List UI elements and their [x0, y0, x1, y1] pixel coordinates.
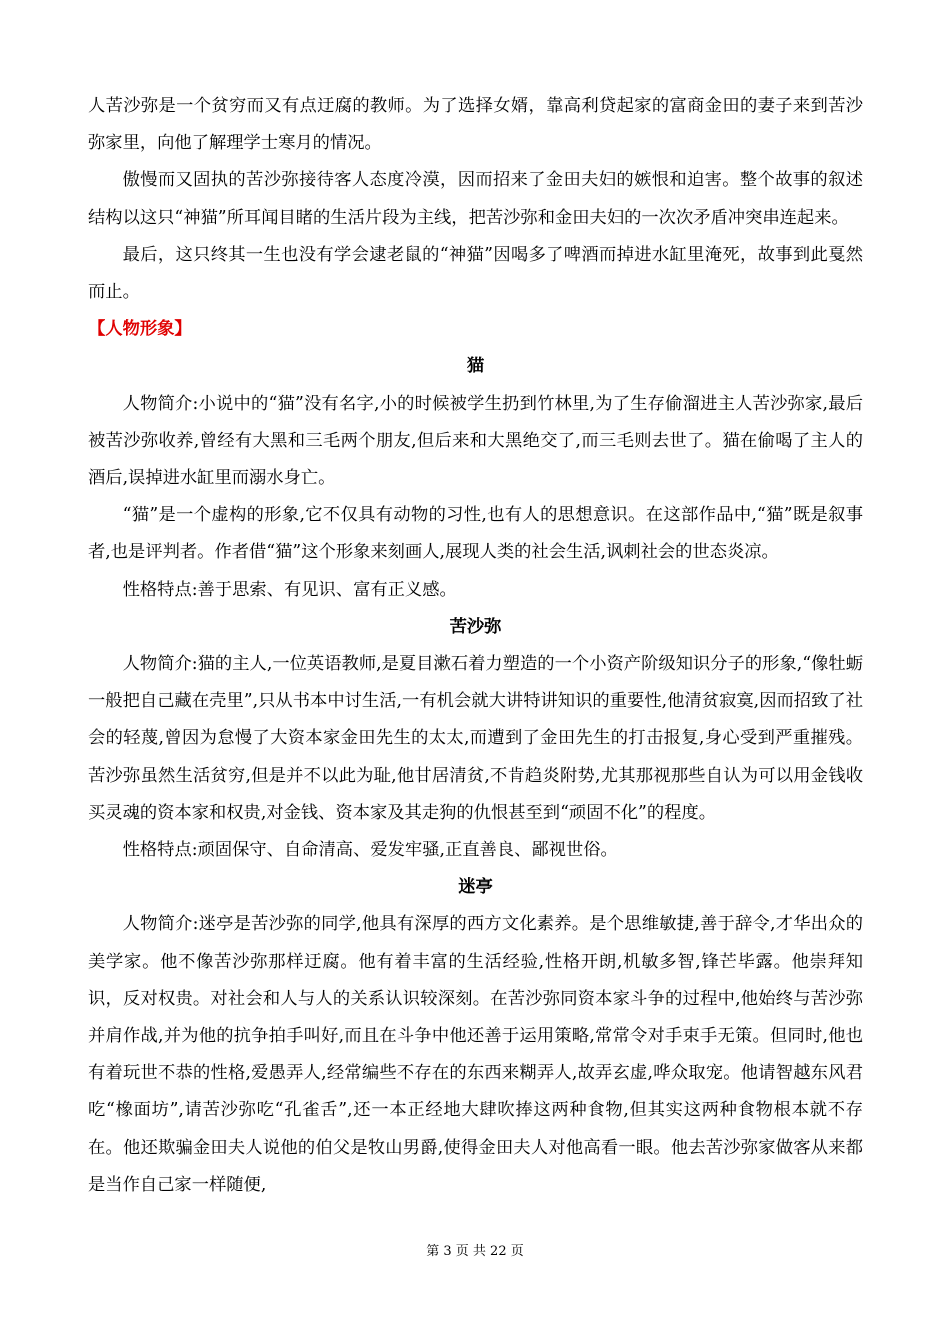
kushami-traits: 性格特点:顽固保守、自命清高、爱发牢骚,正直善良、鄙视世俗。	[122, 840, 618, 861]
synopsis-paragraph-1: 人苦沙弥是一个贫穷而又有点迂腐的教师。为了选择女婿，靠高利贷起家的富商金田的妻子来到苦沙弥家里，向他了解理学士寒月的情况。	[88, 96, 863, 154]
cat-traits: 性格特点:善于思索、有见识、富有正义感。	[122, 579, 457, 600]
synopsis-paragraph-3: 最后，这只终其一生也没有学会逮老鼠的“神猫”因喝多了啤酒而掉进水缸里淹死，故事到此戛然而止。	[88, 244, 863, 303]
meitei-intro: 人物简介:迷亭是苦沙弥的同学,他具有深厚的西方文化素养。是个思维敏捷,善于辞令,才华出众的美学家。他不像苦沙弥那样迂腐。他有着丰富的生活经验,性格开朗,机敏多智,锋芒毕露。他崇拜知识，反对权贵。对社会和人与人的关系认识较深刻。在苦沙弥同资本家斗争的过程中,他始终与苦沙弥并肩作战,并为他的抗争拍手叫好,而且在斗争中他还善于运用策略,常常令对手束手无策。但同时,他也有着玩世不恭的性格,爱愚弄人,经常编些不存在的东西来糊弄人,故弄玄虚,哗众取宠。他请智越东风君吃“橡面坊”,请苦沙弥吃“孔雀舌”,还一本正经地大肆吹捧这两种食物,但其实这两种食物根本就不存在。他还欺骗金田夫人说他的伯父是牧山男爵,使得金田夫人对他高看一眼。他去苦沙弥家做客从来都是当作自己家一样随便,	[88, 914, 863, 1195]
heading-meitei: 迷亭	[458, 877, 493, 898]
heading-kushami: 苦沙弥	[449, 616, 502, 637]
section-title-characters: 【人物形象】	[88, 319, 192, 340]
synopsis-paragraph-2: 傲慢而又固执的苦沙弥接待客人态度冷漠，因而招来了金田夫妇的嫉恨和迫害。整个故事的叙述结构以这只“神猫”所耳闻目睹的生活片段为主线，把苦沙弥和金田夫妇的一次次矛盾冲突串连起来。	[88, 170, 863, 228]
heading-cat: 猫	[466, 356, 485, 377]
page-footer: 第 3 页 共 22 页	[426, 1244, 524, 1259]
cat-role: “猫”是一个虚构的形象,它不仅具有动物的习性,也有人的思想意识。在这部作品中,“猫”既是叙事者,也是评判者。作者借“猫”这个形象来刻画人,展现人类的社会生活,讽刺社会的世态炎凉。	[88, 505, 863, 563]
document-body	[88, 88, 863, 1204]
kushami-intro: 人物简介:猫的主人,一位英语教师,是夏目漱石着力塑造的一个小资产阶级知识分子的形象,“像牡蛎一般把自己藏在壳里”,只从书本中讨生活,一有机会就大讲特讲知识的重要性,他清贫寂寞,因而招致了社会的轻蔑,曾因为怠慢了大资本家金田先生的太太,而遭到了金田先生的打击报复,身心受到严重摧残。苦沙弥虽然生活贫穷,但是并不以此为耻,他甘居清贫,不肯趋炎附势,尤其那视那些自认为可以用金钱收买灵魂的资本家和权贵,对金钱、资本家及其走狗的仇恨甚至到“顽固不化”的程度。	[88, 654, 863, 823]
cat-intro: 人物简介:小说中的“猫”没有名字,小的时候被学生扔到竹林里,为了生存偷溜进主人苦沙弥家,最后被苦沙弥收养,曾经有大黑和三毛两个朋友,但后来和大黑绝交了,而三毛则去世了。猫在偷喝了主人的酒后,误掉进水缸里而溺水身亡。	[88, 393, 863, 489]
